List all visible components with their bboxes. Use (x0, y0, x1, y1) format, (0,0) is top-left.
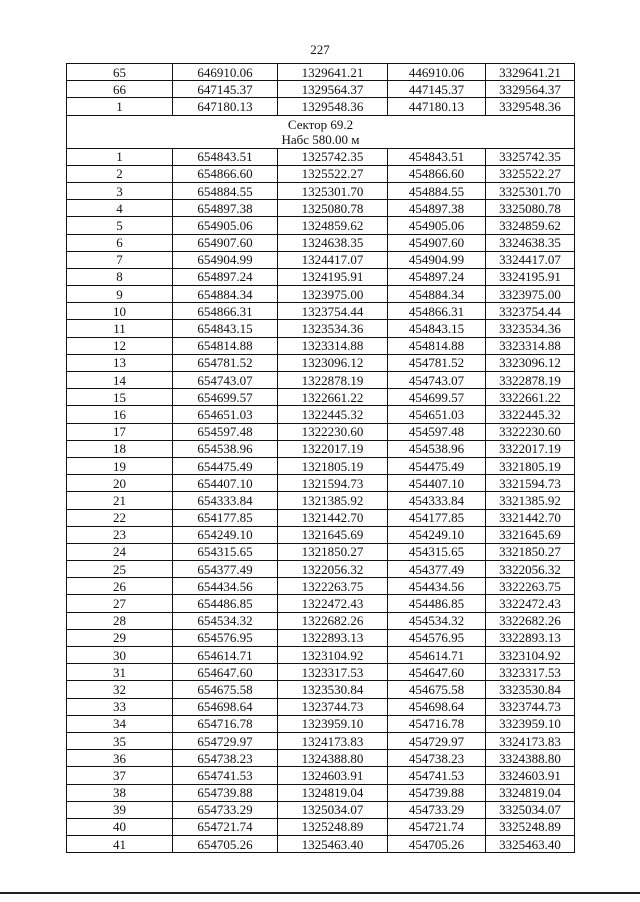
x-local-cell: 454651.03 (388, 406, 486, 423)
table-row (67, 64, 575, 81)
x-coordinate-cell: 647145.37 (173, 81, 278, 98)
x-coordinate-cell: 654897.38 (173, 200, 278, 217)
y-coordinate-cell: 1322230.60 (278, 423, 388, 440)
point-number-cell: 25 (67, 561, 173, 578)
y-local-cell: 3325463.40 (486, 836, 575, 853)
y-coordinate-cell: 1322056.32 (278, 561, 388, 578)
x-coordinate-cell: 654647.60 (173, 664, 278, 681)
table-row (67, 732, 575, 749)
y-local-cell: 3322472.43 (486, 595, 575, 612)
x-coordinate-cell: 654614.71 (173, 647, 278, 664)
point-number-cell: 24 (67, 543, 173, 560)
x-local-cell: 454866.31 (388, 303, 486, 320)
y-local-cell: 3323975.00 (486, 286, 575, 303)
point-number-cell: 15 (67, 389, 173, 406)
point-number-cell: 35 (67, 732, 173, 749)
x-local-cell: 454475.49 (388, 457, 486, 474)
y-coordinate-cell: 1321850.27 (278, 543, 388, 560)
y-coordinate-cell: 1322445.32 (278, 406, 388, 423)
point-number-cell: 31 (67, 664, 173, 681)
y-coordinate-cell: 1322263.75 (278, 578, 388, 595)
point-number-cell: 13 (67, 354, 173, 371)
page-number: 227 (310, 42, 330, 57)
x-coordinate-cell: 654741.53 (173, 767, 278, 784)
y-local-cell: 3329548.36 (486, 98, 575, 115)
table-row (67, 647, 575, 664)
y-coordinate-cell: 1324603.91 (278, 767, 388, 784)
x-coordinate-cell: 654884.55 (173, 182, 278, 199)
x-coordinate-cell: 654739.88 (173, 784, 278, 801)
x-local-cell: 454729.97 (388, 732, 486, 749)
table-row (67, 784, 575, 801)
x-local-cell: 454716.78 (388, 715, 486, 732)
x-coordinate-cell: 654716.78 (173, 715, 278, 732)
sector-name: Сектор 69.2 (287, 116, 354, 132)
x-local-cell: 454741.53 (388, 767, 486, 784)
sector-header-cell (67, 115, 575, 148)
y-local-cell: 3321850.27 (486, 543, 575, 560)
x-coordinate-cell: 654743.07 (173, 372, 278, 389)
x-local-cell: 454407.10 (388, 475, 486, 492)
point-number-cell: 22 (67, 509, 173, 526)
y-local-cell: 3323959.10 (486, 715, 575, 732)
y-coordinate-cell: 1322472.43 (278, 595, 388, 612)
x-local-cell: 454377.49 (388, 561, 486, 578)
y-local-cell: 3322230.60 (486, 423, 575, 440)
table-row (67, 234, 575, 251)
point-number-cell: 36 (67, 750, 173, 767)
x-local-cell: 454177.85 (388, 509, 486, 526)
x-local-cell: 454843.15 (388, 320, 486, 337)
y-local-cell: 3323530.84 (486, 681, 575, 698)
y-local-cell: 3325248.89 (486, 818, 575, 835)
x-local-cell: 454675.58 (388, 681, 486, 698)
y-coordinate-cell: 1325522.27 (278, 165, 388, 182)
y-coordinate-cell: 1323096.12 (278, 354, 388, 371)
y-local-cell: 3325742.35 (486, 148, 575, 165)
y-coordinate-cell: 1325301.70 (278, 182, 388, 199)
y-coordinate-cell: 1322878.19 (278, 372, 388, 389)
x-local-cell: 454781.52 (388, 354, 486, 371)
y-local-cell: 3322445.32 (486, 406, 575, 423)
table-row (67, 251, 575, 268)
table-row (67, 200, 575, 217)
x-local-cell: 454733.29 (388, 801, 486, 818)
table-row (67, 423, 575, 440)
point-number-cell: 10 (67, 303, 173, 320)
x-local-cell: 454576.95 (388, 629, 486, 646)
x-coordinate-cell: 646910.06 (173, 64, 278, 81)
y-coordinate-cell: 1321594.73 (278, 475, 388, 492)
y-local-cell: 3322017.19 (486, 440, 575, 457)
x-coordinate-cell: 654781.52 (173, 354, 278, 371)
x-coordinate-cell: 654897.24 (173, 268, 278, 285)
x-local-cell: 454486.85 (388, 595, 486, 612)
y-coordinate-cell: 1323317.53 (278, 664, 388, 681)
x-local-cell: 454538.96 (388, 440, 486, 457)
table-row (67, 457, 575, 474)
y-local-cell: 3321594.73 (486, 475, 575, 492)
y-coordinate-cell: 1324638.35 (278, 234, 388, 251)
y-local-cell: 3325522.27 (486, 165, 575, 182)
x-coordinate-cell: 654377.49 (173, 561, 278, 578)
x-local-cell: 447145.37 (388, 81, 486, 98)
point-number-cell: 38 (67, 784, 173, 801)
point-number-cell: 21 (67, 492, 173, 509)
x-coordinate-cell: 654315.65 (173, 543, 278, 560)
x-coordinate-cell: 654333.84 (173, 492, 278, 509)
x-local-cell: 454814.88 (388, 337, 486, 354)
point-number-cell: 66 (67, 81, 173, 98)
x-local-cell: 447180.13 (388, 98, 486, 115)
y-local-cell: 3324173.83 (486, 732, 575, 749)
x-local-cell: 454884.34 (388, 286, 486, 303)
table-row (67, 148, 575, 165)
table-row (67, 836, 575, 853)
x-local-cell: 454647.60 (388, 664, 486, 681)
x-coordinate-cell: 654597.48 (173, 423, 278, 440)
y-coordinate-cell: 1329548.36 (278, 98, 388, 115)
y-coordinate-cell: 1324417.07 (278, 251, 388, 268)
y-local-cell: 3322893.13 (486, 629, 575, 646)
x-local-cell: 454739.88 (388, 784, 486, 801)
y-local-cell: 3322682.26 (486, 612, 575, 629)
y-coordinate-cell: 1324859.62 (278, 217, 388, 234)
y-local-cell: 3325080.78 (486, 200, 575, 217)
x-local-cell: 454897.38 (388, 200, 486, 217)
x-coordinate-cell: 654534.32 (173, 612, 278, 629)
y-local-cell: 3325301.70 (486, 182, 575, 199)
y-coordinate-cell: 1322661.22 (278, 389, 388, 406)
y-coordinate-cell: 1323975.00 (278, 286, 388, 303)
point-number-cell: 16 (67, 406, 173, 423)
y-local-cell: 3329641.21 (486, 64, 575, 81)
x-local-cell: 454333.84 (388, 492, 486, 509)
y-local-cell: 3323317.53 (486, 664, 575, 681)
point-number-cell: 8 (67, 268, 173, 285)
x-coordinate-cell: 654177.85 (173, 509, 278, 526)
y-local-cell: 3321645.69 (486, 526, 575, 543)
y-local-cell: 3323534.36 (486, 320, 575, 337)
y-local-cell: 3324638.35 (486, 234, 575, 251)
x-coordinate-cell: 654434.56 (173, 578, 278, 595)
point-number-cell: 5 (67, 217, 173, 234)
table-section-after (67, 148, 575, 853)
y-local-cell: 3322056.32 (486, 561, 575, 578)
y-local-cell: 3324388.80 (486, 750, 575, 767)
x-local-cell: 454843.51 (388, 148, 486, 165)
point-number-cell: 3 (67, 182, 173, 199)
table-row (67, 543, 575, 560)
x-coordinate-cell: 654675.58 (173, 681, 278, 698)
point-number-cell: 7 (67, 251, 173, 268)
y-coordinate-cell: 1323530.84 (278, 681, 388, 698)
y-coordinate-cell: 1329641.21 (278, 64, 388, 81)
x-coordinate-cell: 654907.60 (173, 234, 278, 251)
point-number-cell: 1 (67, 98, 173, 115)
x-local-cell: 454721.74 (388, 818, 486, 835)
table-row (67, 595, 575, 612)
table-row (67, 526, 575, 543)
x-coordinate-cell: 654651.03 (173, 406, 278, 423)
y-coordinate-cell: 1325034.07 (278, 801, 388, 818)
point-number-cell: 32 (67, 681, 173, 698)
table-row (67, 337, 575, 354)
x-coordinate-cell: 654733.29 (173, 801, 278, 818)
x-local-cell: 454614.71 (388, 647, 486, 664)
table-row (67, 578, 575, 595)
point-number-cell: 6 (67, 234, 173, 251)
x-local-cell: 454907.60 (388, 234, 486, 251)
table-row (67, 165, 575, 182)
table-row (67, 182, 575, 199)
coordinates-table (66, 63, 575, 853)
y-coordinate-cell: 1322893.13 (278, 629, 388, 646)
y-local-cell: 3324195.91 (486, 268, 575, 285)
point-number-cell: 11 (67, 320, 173, 337)
point-number-cell: 20 (67, 475, 173, 492)
y-local-cell: 3329564.37 (486, 81, 575, 98)
x-coordinate-cell: 654705.26 (173, 836, 278, 853)
x-coordinate-cell: 654866.31 (173, 303, 278, 320)
y-local-cell: 3324603.91 (486, 767, 575, 784)
x-coordinate-cell: 654699.57 (173, 389, 278, 406)
table-row (67, 268, 575, 285)
point-number-cell: 37 (67, 767, 173, 784)
x-local-cell: 454743.07 (388, 372, 486, 389)
table-row (67, 217, 575, 234)
x-local-cell: 454315.65 (388, 543, 486, 560)
y-coordinate-cell: 1323754.44 (278, 303, 388, 320)
x-coordinate-cell: 654407.10 (173, 475, 278, 492)
x-coordinate-cell: 654884.34 (173, 286, 278, 303)
point-number-cell: 34 (67, 715, 173, 732)
x-local-cell: 454866.60 (388, 165, 486, 182)
table-row (67, 681, 575, 698)
y-coordinate-cell: 1321442.70 (278, 509, 388, 526)
y-coordinate-cell: 1323314.88 (278, 337, 388, 354)
y-coordinate-cell: 1323744.73 (278, 698, 388, 715)
x-local-cell: 454698.64 (388, 698, 486, 715)
y-coordinate-cell: 1322017.19 (278, 440, 388, 457)
table-row (67, 698, 575, 715)
table-row (67, 664, 575, 681)
x-coordinate-cell: 654249.10 (173, 526, 278, 543)
point-number-cell: 1 (67, 148, 173, 165)
table-row (67, 561, 575, 578)
point-number-cell: 18 (67, 440, 173, 457)
y-coordinate-cell: 1321805.19 (278, 457, 388, 474)
y-coordinate-cell: 1321385.92 (278, 492, 388, 509)
y-coordinate-cell: 1329564.37 (278, 81, 388, 98)
y-coordinate-cell: 1321645.69 (278, 526, 388, 543)
point-number-cell: 14 (67, 372, 173, 389)
x-local-cell: 454705.26 (388, 836, 486, 853)
table-row (67, 81, 575, 98)
table-row (67, 715, 575, 732)
y-coordinate-cell: 1325248.89 (278, 818, 388, 835)
x-coordinate-cell: 654843.15 (173, 320, 278, 337)
point-number-cell: 39 (67, 801, 173, 818)
y-local-cell: 3323754.44 (486, 303, 575, 320)
point-number-cell: 26 (67, 578, 173, 595)
point-number-cell: 30 (67, 647, 173, 664)
x-local-cell: 454904.99 (388, 251, 486, 268)
table-row (67, 767, 575, 784)
point-number-cell: 33 (67, 698, 173, 715)
table-row (67, 818, 575, 835)
x-coordinate-cell: 654698.64 (173, 698, 278, 715)
point-number-cell: 17 (67, 423, 173, 440)
point-number-cell: 28 (67, 612, 173, 629)
table-row (67, 406, 575, 423)
y-coordinate-cell: 1324388.80 (278, 750, 388, 767)
x-coordinate-cell: 654814.88 (173, 337, 278, 354)
point-number-cell: 19 (67, 457, 173, 474)
point-number-cell: 23 (67, 526, 173, 543)
x-local-cell: 454534.32 (388, 612, 486, 629)
point-number-cell: 65 (67, 64, 173, 81)
y-local-cell: 3321805.19 (486, 457, 575, 474)
x-coordinate-cell: 654486.85 (173, 595, 278, 612)
y-local-cell: 3322263.75 (486, 578, 575, 595)
y-local-cell: 3324819.04 (486, 784, 575, 801)
y-coordinate-cell: 1325742.35 (278, 148, 388, 165)
table-row (67, 372, 575, 389)
y-local-cell: 3321442.70 (486, 509, 575, 526)
table-row (67, 389, 575, 406)
y-coordinate-cell: 1325080.78 (278, 200, 388, 217)
point-number-cell: 12 (67, 337, 173, 354)
y-coordinate-cell: 1324195.91 (278, 268, 388, 285)
x-coordinate-cell: 654905.06 (173, 217, 278, 234)
point-number-cell: 27 (67, 595, 173, 612)
y-local-cell: 3322878.19 (486, 372, 575, 389)
sector-height: Набс 580.00 м (281, 131, 360, 147)
x-coordinate-cell: 654738.23 (173, 750, 278, 767)
table-row (67, 98, 575, 115)
y-local-cell: 3323744.73 (486, 698, 575, 715)
x-local-cell: 454434.56 (388, 578, 486, 595)
y-coordinate-cell: 1323534.36 (278, 320, 388, 337)
sector-section (67, 115, 575, 148)
x-local-cell: 454884.55 (388, 182, 486, 199)
y-local-cell: 3322661.22 (486, 389, 575, 406)
y-coordinate-cell: 1322682.26 (278, 612, 388, 629)
x-coordinate-cell: 654576.95 (173, 629, 278, 646)
x-local-cell: 454597.48 (388, 423, 486, 440)
y-coordinate-cell: 1323959.10 (278, 715, 388, 732)
table-row (67, 612, 575, 629)
table-row (67, 509, 575, 526)
x-coordinate-cell: 654538.96 (173, 440, 278, 457)
y-coordinate-cell: 1324819.04 (278, 784, 388, 801)
point-number-cell: 4 (67, 200, 173, 217)
y-local-cell: 3323104.92 (486, 647, 575, 664)
sector-header-row (67, 115, 575, 148)
x-coordinate-cell: 654866.60 (173, 165, 278, 182)
x-local-cell: 446910.06 (388, 64, 486, 81)
point-number-cell: 29 (67, 629, 173, 646)
x-coordinate-cell: 654904.99 (173, 251, 278, 268)
y-local-cell: 3323096.12 (486, 354, 575, 371)
x-coordinate-cell: 654721.74 (173, 818, 278, 835)
table-row (67, 286, 575, 303)
table-row (67, 750, 575, 767)
point-number-cell: 41 (67, 836, 173, 853)
table-row (67, 320, 575, 337)
point-number-cell: 9 (67, 286, 173, 303)
y-coordinate-cell: 1325463.40 (278, 836, 388, 853)
x-local-cell: 454738.23 (388, 750, 486, 767)
y-local-cell: 3323314.88 (486, 337, 575, 354)
y-coordinate-cell: 1324173.83 (278, 732, 388, 749)
x-local-cell: 454699.57 (388, 389, 486, 406)
table-row (67, 303, 575, 320)
y-local-cell: 3324859.62 (486, 217, 575, 234)
x-coordinate-cell: 654729.97 (173, 732, 278, 749)
x-coordinate-cell: 654475.49 (173, 457, 278, 474)
table-row (67, 440, 575, 457)
table-row (67, 629, 575, 646)
y-local-cell: 3324417.07 (486, 251, 575, 268)
table-row (67, 801, 575, 818)
x-local-cell: 454905.06 (388, 217, 486, 234)
point-number-cell: 2 (67, 165, 173, 182)
x-local-cell: 454249.10 (388, 526, 486, 543)
x-coordinate-cell: 647180.13 (173, 98, 278, 115)
x-local-cell: 454897.24 (388, 268, 486, 285)
table-row (67, 354, 575, 371)
table-row (67, 475, 575, 492)
page-bottom-edge (0, 892, 640, 894)
y-local-cell: 3321385.92 (486, 492, 575, 509)
y-local-cell: 3325034.07 (486, 801, 575, 818)
table-section-before (67, 64, 575, 116)
table-row (67, 492, 575, 509)
point-number-cell: 40 (67, 818, 173, 835)
y-coordinate-cell: 1323104.92 (278, 647, 388, 664)
x-coordinate-cell: 654843.51 (173, 148, 278, 165)
